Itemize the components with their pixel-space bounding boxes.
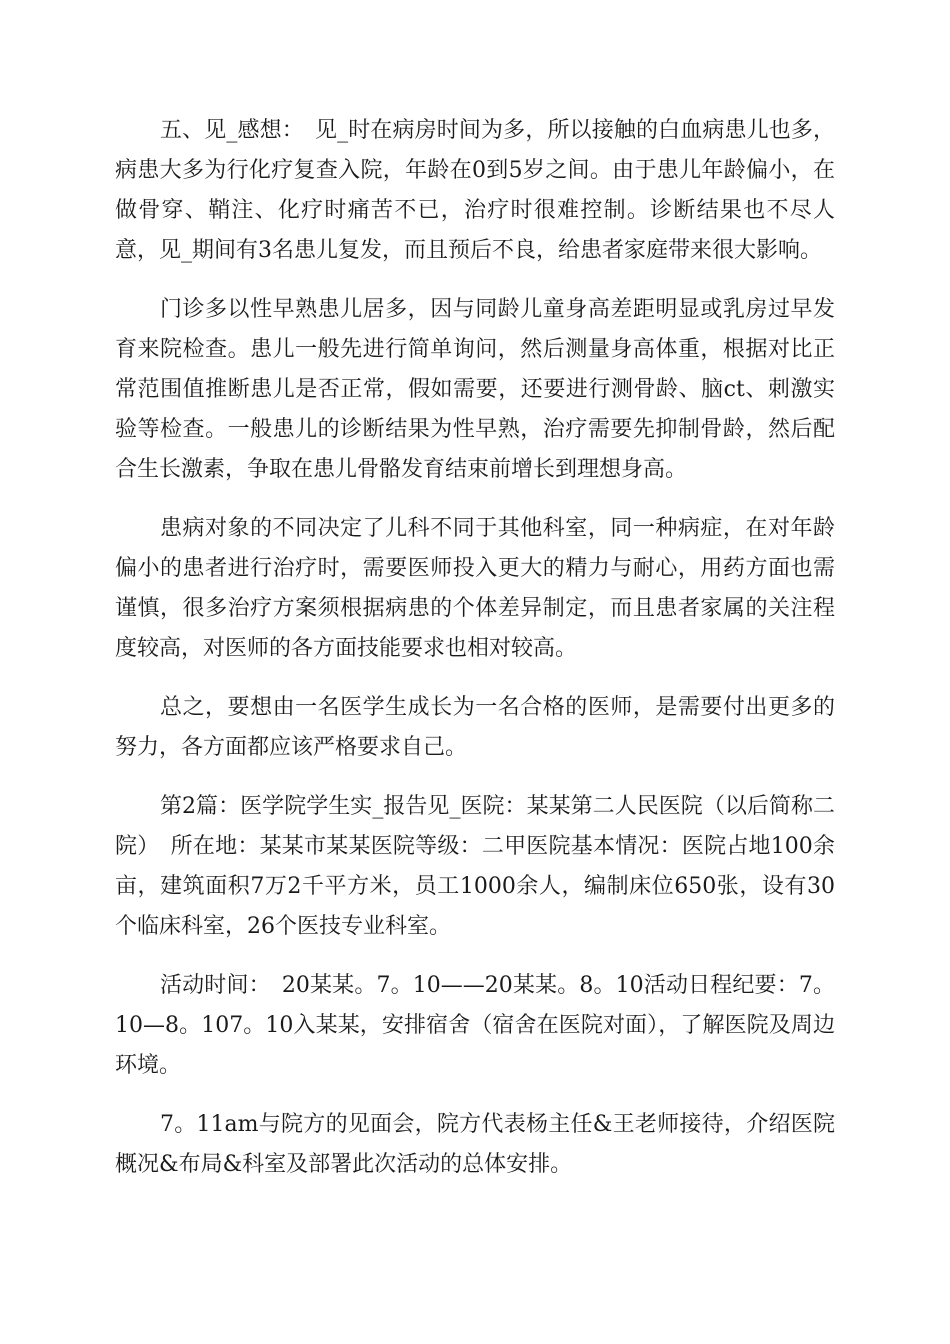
document-body [115, 111, 835, 1204]
paragraph-meeting: 7。11am与院方的见面会，院方代表杨主任&王老师接待，介绍医院概况&布局&科室及部署此次活动的总体安排。 [115, 1112, 835, 1177]
paragraph-reflections: 五、见_感想： 见_时在病房时间为多，所以接触的白血病患儿也多，病患大多为行化疗复查入院，年龄在0到5岁之间。由于患儿年龄偏小，在做骨穿、鞘注、化疗时痛苦不已，治疗时很难控制。诊断结果也不尽人意，见_期间有3名患儿复发，而且预后不良，给患者家庭带来很大影响。 [115, 118, 835, 263]
paragraph-hospital-info: 第2篇：医学院学生实_报告见_医院：某某第二人民医院（以后简称二院） 所在地：某某市某某医院等级：二甲医院基本情况：医院占地100余亩，建筑面积7万2千平方米，员工1000余人，编制床位650张，设有30个临床科室，26个医技专业科室。 [115, 794, 835, 939]
paragraph-activity-time: 活动时间： 20某某。7。10——20某某。8。10活动日程纪要：7。10—8。107。10入某某，安排宿舍（宿舍在医院对面），了解医院及周边环境。 [115, 973, 835, 1078]
paragraph-pediatrics: 患病对象的不同决定了儿科不同于其他科室，同一种病症，在对年龄偏小的患者进行治疗时，需要医师投入更大的精力与耐心，用药方面也需谨慎，很多治疗方案须根据病患的个体差异制定，而且患者家属的关注程度较高，对医师的各方面技能要求也相对较高。 [115, 516, 835, 661]
paragraph-conclusion: 总之，要想由一名医学生成长为一名合格的医师，是需要付出更多的努力，各方面都应该严格要求自己。 [115, 695, 835, 760]
paragraph-outpatient: 门诊多以性早熟患儿居多，因与同龄儿童身高差距明显或乳房过早发育来院检查。患儿一般先进行简单询问，然后测量身高体重，根据对比正常范围值推断患儿是否正常，假如需要，还要进行测骨龄、脑ct、刺激实验等检查。一般患儿的诊断结果为性早熟，治疗需要先抑制骨龄，然后配合生长激素，争取在患儿骨骼发育结束前增长到理想身高。 [115, 297, 835, 482]
